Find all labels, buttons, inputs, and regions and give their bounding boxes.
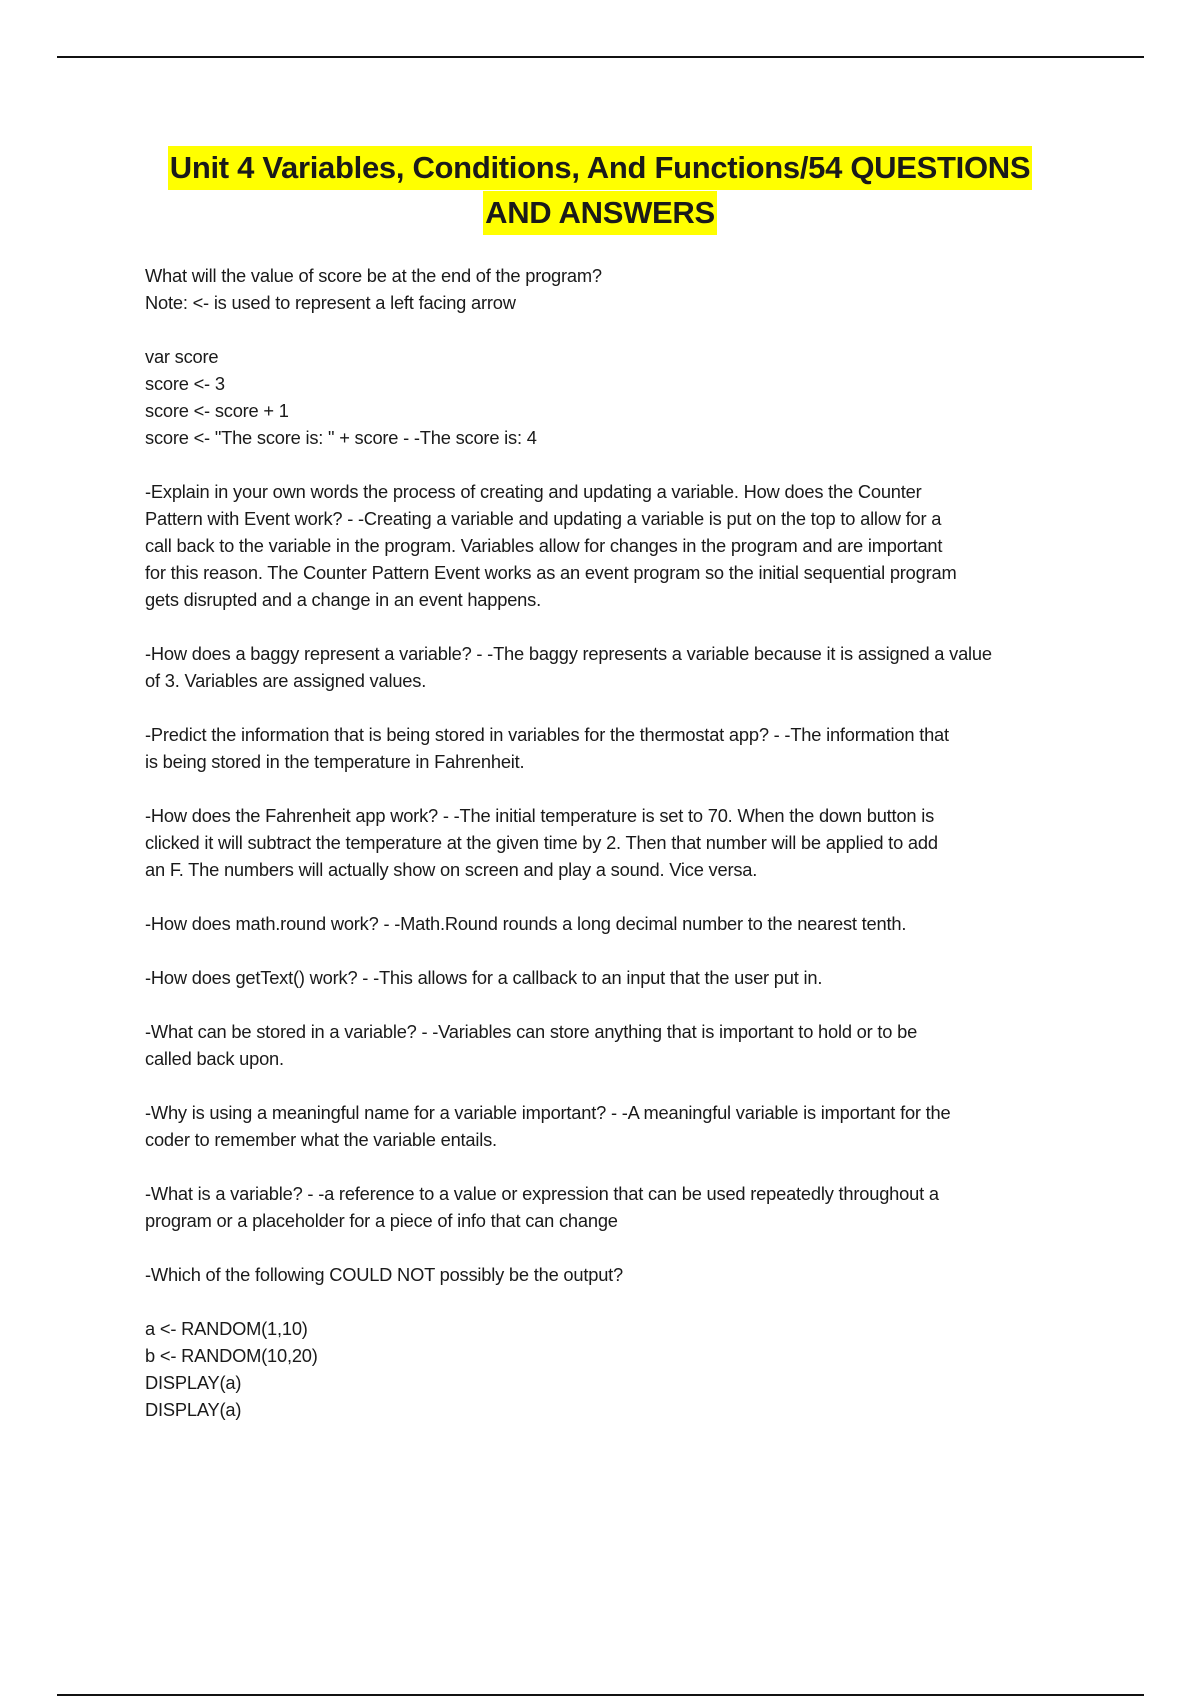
text-line: an F. The numbers will actually show on screen and play a sound. Vice versa. [145,859,758,880]
text-line: -Explain in your own words the process of creating and updating a variable. How does the Counter [145,481,922,502]
paragraph-gap [145,1288,1095,1315]
paragraph [145,343,1095,451]
text-line: var score [145,346,219,367]
paragraph [145,478,1095,613]
paragraph [145,964,1095,991]
paragraph [145,1018,1095,1072]
paragraph-gap [145,451,1095,478]
text-line: -How does math.round work? - -Math.Round rounds a long decimal number to the nearest tenth. [145,913,907,934]
paragraph [145,262,1095,316]
text-line: DISPLAY(a) [145,1399,242,1420]
text-line: -How does a baggy represent a variable? - -The baggy represents a variable because it is assigned a value [145,643,992,664]
text-line: program or a placeholder for a piece of info that can change [145,1210,618,1231]
text-line: -Which of the following COULD NOT possibly be the output? [145,1264,624,1285]
text-line: score <- score + 1 [145,400,289,421]
paragraph [145,802,1095,883]
bottom-rule [57,1694,1144,1696]
text-line: call back to the variable in the program. Variables allow for changes in the program and are important [145,535,943,556]
paragraph-gap [145,775,1095,802]
paragraph [145,910,1095,937]
paragraph [145,640,1095,694]
text-line: DISPLAY(a) [145,1372,242,1393]
top-rule [57,56,1144,58]
paragraph [145,1180,1095,1234]
text-line: -How does the Fahrenheit app work? - -The initial temperature is set to 70. When the down button is [145,805,935,826]
text-line: is being stored in the temperature in Fahrenheit. [145,751,525,772]
text-line: -How does getText() work? - -This allows for a callback to an input that the user put in. [145,967,823,988]
paragraph [145,1261,1095,1288]
text-line: -What is a variable? - -a reference to a value or expression that can be used repeatedly throughout a [145,1183,939,1204]
text-line: gets disrupted and a change in an event happens. [145,589,541,610]
paragraph-gap [145,613,1095,640]
paragraph [145,1315,1095,1423]
text-line: Pattern with Event work? - -Creating a variable and updating a variable is put on the top to allow for a [145,508,942,529]
paragraph-gap [145,937,1095,964]
paragraph-gap [145,1234,1095,1261]
text-line: clicked it will subtract the temperature at the given time by 2. Then that number will be applied to add [145,832,938,853]
document-title [100,146,1100,236]
paragraph [145,721,1095,775]
text-line: What will the value of score be at the end of the program? [145,265,602,286]
text-line: a <- RANDOM(1,10) [145,1318,308,1339]
text-line: -What can be stored in a variable? - -Variables can store anything that is important to hold or to be [145,1021,918,1042]
title-line-1: Unit 4 Variables, Conditions, And Functions/54 QUESTIONS [168,146,1033,190]
text-line: of 3. Variables are assigned values. [145,670,427,691]
text-line: score <- 3 [145,373,225,394]
paragraph [145,1099,1095,1153]
document-body [145,262,1095,1423]
paragraph-gap [145,316,1095,343]
text-line: -Predict the information that is being stored in variables for the thermostat app? - -The information that [145,724,949,745]
text-line: called back upon. [145,1048,284,1069]
paragraph-gap [145,1072,1095,1099]
text-line: for this reason. The Counter Pattern Event works as an event program so the initial sequential program [145,562,957,583]
paragraph-gap [145,991,1095,1018]
text-line: -Why is using a meaningful name for a variable important? - -A meaningful variable is important for the [145,1102,951,1123]
paragraph-gap [145,694,1095,721]
text-line: b <- RANDOM(10,20) [145,1345,318,1366]
paragraph-gap [145,1153,1095,1180]
paragraph-gap [145,883,1095,910]
title-line-2: AND ANSWERS [483,191,717,235]
text-line: Note: <- is used to represent a left facing arrow [145,292,516,313]
text-line: score <- "The score is: " + score - -The score is: 4 [145,427,537,448]
text-line: coder to remember what the variable entails. [145,1129,497,1150]
